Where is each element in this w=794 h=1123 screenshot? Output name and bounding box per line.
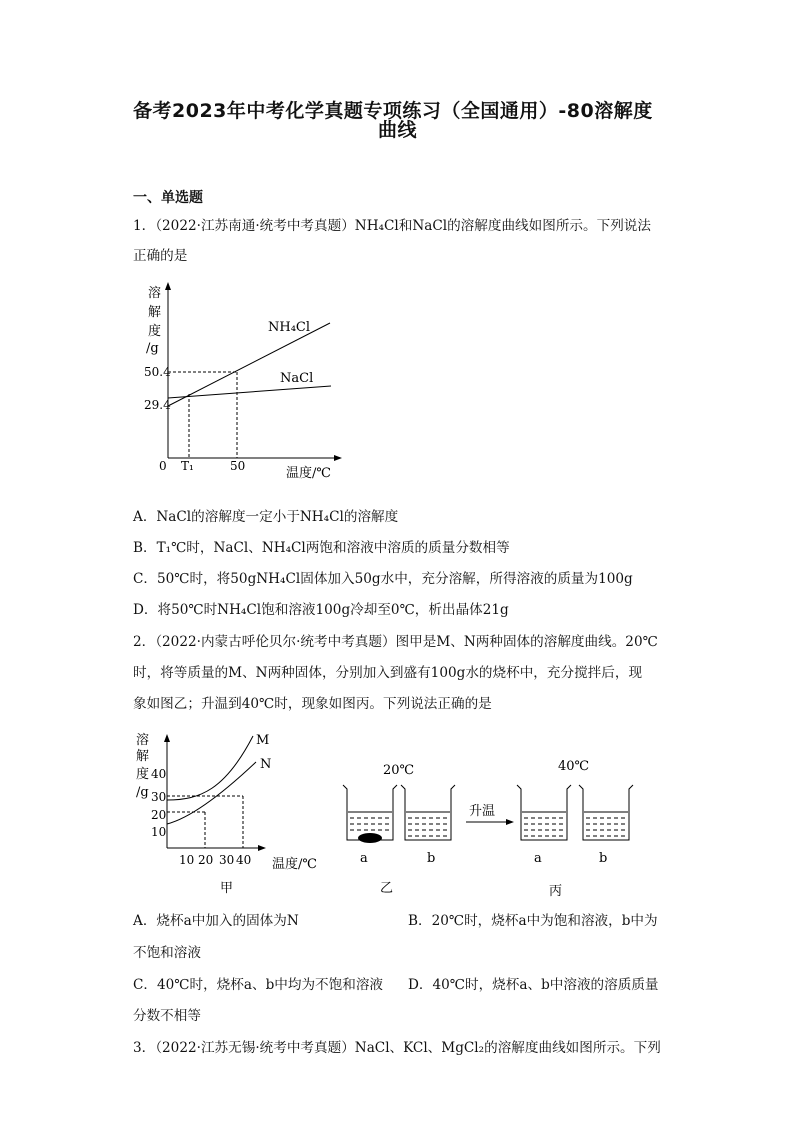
q2-x-axis-label: 温度/℃ bbox=[272, 857, 317, 872]
q2-beaker-a-label-40: a bbox=[534, 851, 542, 866]
q1-nacl-label: NaCl bbox=[280, 371, 314, 386]
q1-ylabel-char: 溶 bbox=[148, 286, 162, 301]
q2-curve-m bbox=[167, 736, 253, 800]
q2-ylabel-char: 度 bbox=[136, 767, 150, 782]
q2-option-a: A．烧杯a中加入的固体为N bbox=[133, 913, 299, 929]
q2-n-label: N bbox=[260, 757, 272, 772]
q2-curve-n bbox=[167, 762, 256, 824]
q2-ytick: 10 bbox=[151, 825, 167, 839]
q2-beaker-a-40 bbox=[517, 785, 571, 840]
q2-option-c: C．40℃时，烧杯a、b中均为不饱和溶液 bbox=[133, 977, 384, 993]
q2-beaker-a-label: a bbox=[360, 851, 368, 866]
q3-stem-line1: 3．（2022·江苏无锡·统考中考真题）NaCl、KCl、MgCl₂的溶解度曲线如图所示。下列 bbox=[133, 1040, 661, 1056]
section-heading: 一、单选题 bbox=[133, 190, 203, 206]
q1-ytick-50.4: 50.4 bbox=[144, 365, 171, 379]
q1-option-b: B．T₁℃时，NaCl、NH₄Cl两饱和溶液中溶质的质量分数相等 bbox=[133, 540, 510, 556]
q2-ylabel-unit: /g bbox=[136, 785, 149, 800]
q2-ylabel-char: 解 bbox=[136, 749, 150, 764]
q2-caption-yi: 乙 bbox=[380, 881, 394, 896]
q2-figure-yi bbox=[343, 763, 455, 896]
q2-heat-arrowhead bbox=[506, 819, 514, 825]
q2-stem-line1: 2．（2022·内蒙古呼伦贝尔·统考中考真题）图甲是M、N两种固体的溶解度曲线。20℃ bbox=[133, 634, 658, 650]
q2-temp-20: 20℃ bbox=[383, 763, 415, 778]
q2-option-b: B．20℃时，烧杯a中为饱和溶液，b中为 bbox=[408, 913, 658, 929]
q1-y-axis-arrow bbox=[165, 282, 171, 290]
q2-m-label: M bbox=[256, 733, 270, 748]
q1-solubility-chart bbox=[138, 280, 348, 480]
page-title-continued: 曲线 bbox=[378, 119, 418, 141]
q2-option-d: D．40℃时，烧杯a、b中溶液的溶质质量 bbox=[408, 977, 659, 993]
q1-option-c: C．50℃时，将50gNH₄Cl固体加入50g水中，充分溶解，所得溶液的质量为100g bbox=[133, 571, 633, 587]
q1-y-axis-label bbox=[146, 285, 161, 356]
q2-chart-jia bbox=[136, 732, 317, 896]
q1-x-axis-arrow bbox=[334, 455, 342, 461]
q1-xtick-t1: T₁ bbox=[181, 459, 194, 473]
q2-ytick: 40 bbox=[151, 767, 167, 781]
q2-figure-bing bbox=[517, 759, 633, 899]
q1-option-d: D．将50℃时NH₄Cl饱和溶液100g冷却至0℃，析出晶体21g bbox=[133, 602, 509, 618]
q1-option-a: A．NaCl的溶解度一定小于NH₄Cl的溶解度 bbox=[133, 509, 399, 525]
q1-ylabel-unit: /g bbox=[146, 341, 159, 356]
q2-option-b-continued: 不饱和溶液 bbox=[133, 945, 201, 961]
q2-xtick: 10 bbox=[179, 853, 195, 867]
q1-nacl-curve bbox=[168, 386, 331, 398]
q2-stem-line3: 象如图乙；升温到40℃时，现象如图丙。下列说法正确的是 bbox=[133, 696, 492, 712]
q2-caption-jia: 甲 bbox=[220, 881, 234, 896]
q1-ylabel-char: 解 bbox=[148, 305, 162, 320]
q2-beaker-a-20 bbox=[343, 785, 397, 843]
q2-beaker-b-40 bbox=[579, 785, 633, 840]
q2-beaker-b-20 bbox=[401, 785, 455, 840]
q2-ylabel-char: 溶 bbox=[136, 733, 150, 748]
q2-caption-bing: 丙 bbox=[549, 884, 563, 899]
q2-undissolved-solid bbox=[358, 833, 382, 843]
q2-ytick: 20 bbox=[151, 808, 167, 822]
q2-stem-line2: 时，将等质量的M、N两种固体，分别加入到盛有100g水的烧杯中，充分搅拌后，现 bbox=[133, 665, 643, 681]
q1-ylabel-char: 度 bbox=[148, 324, 162, 339]
q1-stem-line1: 1．（2022·江苏南通·统考中考真题）NH₄Cl和NaCl的溶解度曲线如图所示。下列说法 bbox=[133, 218, 651, 234]
q2-beaker-b-label-40: b bbox=[599, 851, 608, 866]
q1-ytick-29.4: 29.4 bbox=[144, 398, 171, 412]
q2-y-axis-arrow bbox=[164, 734, 170, 742]
page-title: 备考2023年中考化学真题专项练习（全国通用）-80溶解度 bbox=[133, 100, 653, 122]
q2-xtick: 30 bbox=[219, 853, 235, 867]
q2-temp-40: 40℃ bbox=[558, 759, 590, 774]
q2-ytick: 30 bbox=[151, 790, 167, 804]
q1-nh4cl-curve bbox=[168, 323, 330, 406]
q1-nh4cl-label: NH₄Cl bbox=[268, 320, 311, 335]
q2-xtick: 20 bbox=[198, 853, 214, 867]
q1-xtick-50: 50 bbox=[230, 459, 246, 473]
q1-stem-line2: 正确的是 bbox=[133, 248, 188, 264]
q2-xtick: 40 bbox=[236, 853, 252, 867]
q1-x-axis-label: 温度/℃ bbox=[286, 466, 331, 480]
q2-beaker-b-label: b bbox=[427, 851, 436, 866]
q2-figure bbox=[130, 726, 650, 906]
q2-option-d-continued: 分数不相等 bbox=[133, 1008, 201, 1024]
q1-origin-label: 0 bbox=[159, 459, 167, 473]
q2-x-axis-arrow bbox=[258, 845, 266, 851]
q2-heat-label: 升温 bbox=[469, 804, 496, 819]
